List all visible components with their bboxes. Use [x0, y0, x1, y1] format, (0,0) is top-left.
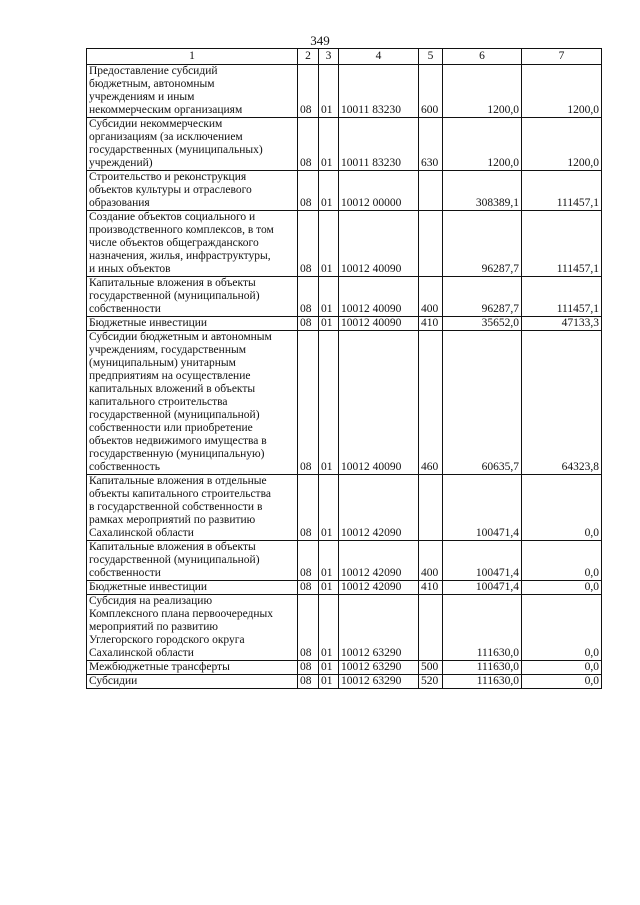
- cell-amount-2: 0,0: [522, 675, 602, 689]
- table-row: [87, 331, 602, 475]
- cell-subsection: 01: [319, 317, 339, 331]
- cell-name: Субсидии некоммерческим организациям (за исключением государственных (муниципальных) учреждений): [87, 118, 298, 171]
- cell-amount-1: 1200,0: [443, 65, 522, 118]
- cell-name: Капитальные вложения в отдельные объекты капитального строительства в государственной собственности в рамках мероприятий по развитию Сахалинской области: [87, 475, 298, 541]
- cell-name: Капитальные вложения в объекты государственной (муниципальной) собственности: [87, 277, 298, 317]
- cell-section: 08: [298, 595, 319, 661]
- cell-target-article: 10012 63290: [339, 595, 419, 661]
- col-header-1: 1: [87, 49, 298, 65]
- cell-target-article: 10012 40090: [339, 277, 419, 317]
- col-header-5: 5: [419, 49, 443, 65]
- cell-subsection: 01: [319, 475, 339, 541]
- cell-expense-type: 500: [419, 661, 443, 675]
- cell-amount-1: 1200,0: [443, 118, 522, 171]
- table-row: [87, 675, 602, 689]
- cell-amount-1: 100471,4: [443, 475, 522, 541]
- cell-name: Предоставление субсидий бюджетным, автономным учреждениям и иным некоммерческим организациям: [87, 65, 298, 118]
- page-number: 349: [310, 33, 330, 48]
- cell-amount-1: 35652,0: [443, 317, 522, 331]
- cell-amount-1: 100471,4: [443, 581, 522, 595]
- cell-name: Субсидии: [87, 675, 298, 689]
- cell-subsection: 01: [319, 581, 339, 595]
- cell-target-article: 10012 40090: [339, 331, 419, 475]
- cell-amount-2: 0,0: [522, 475, 602, 541]
- cell-name: Капитальные вложения в объекты государственной (муниципальной) собственности: [87, 541, 298, 581]
- cell-section: 08: [298, 317, 319, 331]
- cell-expense-type: [419, 171, 443, 211]
- cell-amount-2: 64323,8: [522, 331, 602, 475]
- cell-target-article: 10011 83230: [339, 65, 419, 118]
- cell-subsection: 01: [319, 211, 339, 277]
- cell-name: Субсидии бюджетным и автономным учреждениям, государственным (муниципальным) унитарным предприятиям на осуществление капитальных вложений в объекты капитального строительства государственной (муниципальной) собственности или приобретение объектов недвижимого имущества в государственную (муниципальную) собственность: [87, 331, 298, 475]
- budget-table: [86, 48, 602, 689]
- cell-expense-type: 600: [419, 65, 443, 118]
- cell-name: Межбюджетные трансферты: [87, 661, 298, 675]
- cell-target-article: 10012 42090: [339, 475, 419, 541]
- col-header-2: 2: [298, 49, 319, 65]
- cell-name: Создание объектов социального и производственного комплексов, в том числе объектов общегражданского назначения, жилья, инфраструктуры, и иных объектов: [87, 211, 298, 277]
- cell-target-article: 10012 42090: [339, 581, 419, 595]
- cell-target-article: 10012 40090: [339, 211, 419, 277]
- cell-amount-2: 47133,3: [522, 317, 602, 331]
- cell-expense-type: 630: [419, 118, 443, 171]
- cell-subsection: 01: [319, 65, 339, 118]
- cell-subsection: 01: [319, 118, 339, 171]
- table-row: [87, 317, 602, 331]
- cell-expense-type: 410: [419, 317, 443, 331]
- cell-expense-type: 460: [419, 331, 443, 475]
- cell-target-article: 10012 63290: [339, 661, 419, 675]
- cell-amount-1: 111630,0: [443, 661, 522, 675]
- cell-expense-type: 410: [419, 581, 443, 595]
- table-row: [87, 581, 602, 595]
- cell-target-article: 10011 83230: [339, 118, 419, 171]
- col-header-3: 3: [319, 49, 339, 65]
- table-row: [87, 475, 602, 541]
- cell-amount-2: 111457,1: [522, 277, 602, 317]
- cell-section: 08: [298, 541, 319, 581]
- col-header-7: 7: [522, 49, 602, 65]
- cell-expense-type: [419, 595, 443, 661]
- cell-amount-1: 96287,7: [443, 277, 522, 317]
- table-row: [87, 277, 602, 317]
- table-row: [87, 595, 602, 661]
- cell-amount-2: 1200,0: [522, 65, 602, 118]
- cell-amount-2: 1200,0: [522, 118, 602, 171]
- cell-section: 08: [298, 211, 319, 277]
- cell-expense-type: 400: [419, 277, 443, 317]
- col-header-4: 4: [339, 49, 419, 65]
- cell-expense-type: [419, 475, 443, 541]
- cell-name: Субсидия на реализацию Комплексного плана первоочередных мероприятий по развитию Углегорского городского округа Сахалинской области: [87, 595, 298, 661]
- cell-amount-2: 0,0: [522, 595, 602, 661]
- cell-section: 08: [298, 277, 319, 317]
- cell-amount-2: 111457,1: [522, 211, 602, 277]
- cell-name: Бюджетные инвестиции: [87, 317, 298, 331]
- cell-section: 08: [298, 661, 319, 675]
- cell-amount-1: 111630,0: [443, 595, 522, 661]
- cell-subsection: 01: [319, 675, 339, 689]
- cell-expense-type: 400: [419, 541, 443, 581]
- cell-amount-1: 60635,7: [443, 331, 522, 475]
- cell-section: 08: [298, 118, 319, 171]
- cell-target-article: 10012 00000: [339, 171, 419, 211]
- cell-name: Строительство и реконструкция объектов культуры и отраслевого образования: [87, 171, 298, 211]
- cell-target-article: 10012 63290: [339, 675, 419, 689]
- cell-subsection: 01: [319, 277, 339, 317]
- cell-amount-1: 308389,1: [443, 171, 522, 211]
- cell-subsection: 01: [319, 661, 339, 675]
- cell-name: Бюджетные инвестиции: [87, 581, 298, 595]
- cell-section: 08: [298, 171, 319, 211]
- cell-amount-1: 100471,4: [443, 541, 522, 581]
- cell-amount-1: 96287,7: [443, 211, 522, 277]
- table-row: [87, 65, 602, 118]
- cell-expense-type: [419, 211, 443, 277]
- col-header-6: 6: [443, 49, 522, 65]
- table-row: [87, 118, 602, 171]
- cell-amount-2: 0,0: [522, 541, 602, 581]
- cell-amount-2: 111457,1: [522, 171, 602, 211]
- table-row: [87, 661, 602, 675]
- cell-section: 08: [298, 65, 319, 118]
- cell-section: 08: [298, 581, 319, 595]
- cell-amount-2: 0,0: [522, 581, 602, 595]
- cell-section: 08: [298, 331, 319, 475]
- cell-amount-2: 0,0: [522, 661, 602, 675]
- cell-subsection: 01: [319, 331, 339, 475]
- table-row: [87, 541, 602, 581]
- cell-subsection: 01: [319, 595, 339, 661]
- table-row: [87, 211, 602, 277]
- table-row: [87, 171, 602, 211]
- cell-subsection: 01: [319, 541, 339, 581]
- cell-expense-type: 520: [419, 675, 443, 689]
- cell-section: 08: [298, 675, 319, 689]
- cell-target-article: 10012 40090: [339, 317, 419, 331]
- cell-target-article: 10012 42090: [339, 541, 419, 581]
- header-row: [87, 49, 602, 65]
- cell-amount-1: 111630,0: [443, 675, 522, 689]
- cell-section: 08: [298, 475, 319, 541]
- cell-subsection: 01: [319, 171, 339, 211]
